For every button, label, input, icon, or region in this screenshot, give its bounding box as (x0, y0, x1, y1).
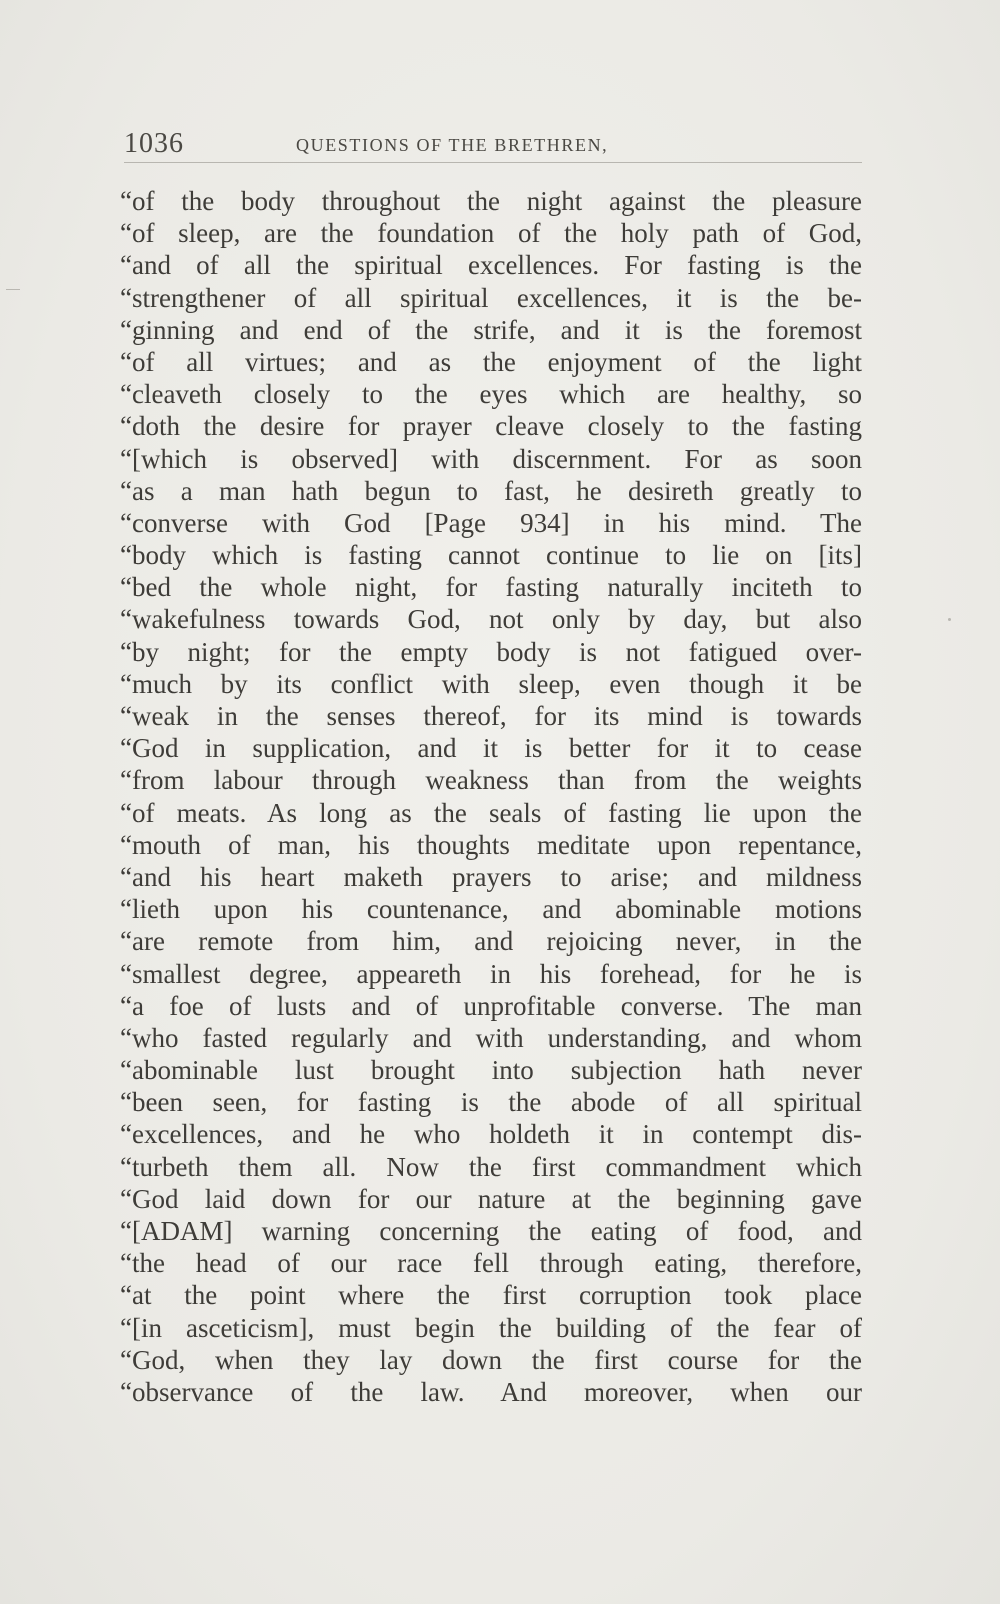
text-line: “at the point where the first corruption took place (120, 1280, 862, 1311)
text-line: “[which is observed] with discernment. For as soon (120, 443, 862, 474)
text-line: “[ADAM] warning concerning the eating of food, and (120, 1216, 862, 1246)
body-text (120, 185, 862, 1408)
text-line: “who fasted regularly and with understanding, and whom (120, 1022, 862, 1053)
text-line: “mouth of man, his thoughts meditate upon repentance, (120, 829, 862, 860)
text-line: “by night; for the empty body is not fatigued over- (120, 636, 862, 667)
text-line: “weak in the senses thereof, for its mind is towards (120, 701, 862, 731)
text-line: “turbeth them all. Now the first commandment which (120, 1151, 862, 1182)
text-line: “of meats. As long as the seals of fasting lie upon the (120, 797, 862, 828)
text-line: “the head of our race fell through eating, therefore, (120, 1248, 862, 1279)
text-line: “excellences, and he who holdeth it in contempt dis- (120, 1119, 862, 1150)
paper-speck (948, 618, 951, 621)
text-line: “God in supplication, and it is better for it to cease (120, 733, 862, 764)
text-line: “of all virtues; and as the enjoyment of the light (120, 346, 862, 377)
text-line: “of the body throughout the night against the pleasure (120, 186, 862, 216)
text-line: “been seen, for fasting is the abode of all spiritual (120, 1087, 862, 1118)
text-line: “smallest degree, appeareth in his forehead, for he is (120, 958, 862, 989)
text-line: “lieth upon his countenance, and abominable motions (120, 894, 862, 925)
text-line: “converse with God [Page 934] in his mind. The (120, 507, 862, 538)
text-line: “and his heart maketh prayers to arise; and mildness (120, 861, 862, 892)
text-line: “much by its conflict with sleep, even though it be (120, 668, 862, 699)
text-line: “a foe of lusts and of unprofitable converse. The man (120, 990, 862, 1021)
page-number: 1036 (124, 128, 184, 159)
text-line: “observance of the law. And moreover, when our (120, 1376, 862, 1407)
text-line: “of sleep, are the foundation of the holy path of God, (120, 218, 862, 249)
text-line: “abominable lust brought into subjection hath never (120, 1055, 862, 1086)
text-line: “wakefulness towards God, not only by day, but also (120, 604, 862, 635)
text-line: “[in asceticism], must begin the building of the fear of (120, 1312, 862, 1343)
text-line: “as a man hath begun to fast, he desireth greatly to (120, 475, 862, 506)
running-head: QUESTIONS OF THE BRETHREN, (296, 135, 609, 155)
text-line: “God laid down for our nature at the beginning gave (120, 1183, 862, 1214)
text-line: “ginning and end of the strife, and it is the foremost (120, 314, 862, 345)
text-line: “body which is fasting cannot continue to lie on [its] (120, 540, 862, 571)
text-line: “cleaveth closely to the eyes which are healthy, so (120, 379, 862, 410)
text-line: “God, when they lay down the first course for the (120, 1344, 862, 1375)
text-line: “strengthener of all spiritual excellences, it is the be- (120, 282, 862, 313)
text-line: “and of all the spiritual excellences. For fasting is the (120, 250, 862, 281)
text-line: “are remote from him, and rejoicing never, in the (120, 926, 862, 957)
text-line: “doth the desire for prayer cleave closely to the fasting (120, 411, 862, 442)
header-rule (124, 162, 862, 163)
text-line: “from labour through weakness than from the weights (120, 765, 862, 796)
text-line: “bed the whole night, for fasting naturally inciteth to (120, 572, 862, 603)
paper-speck (6, 289, 20, 290)
